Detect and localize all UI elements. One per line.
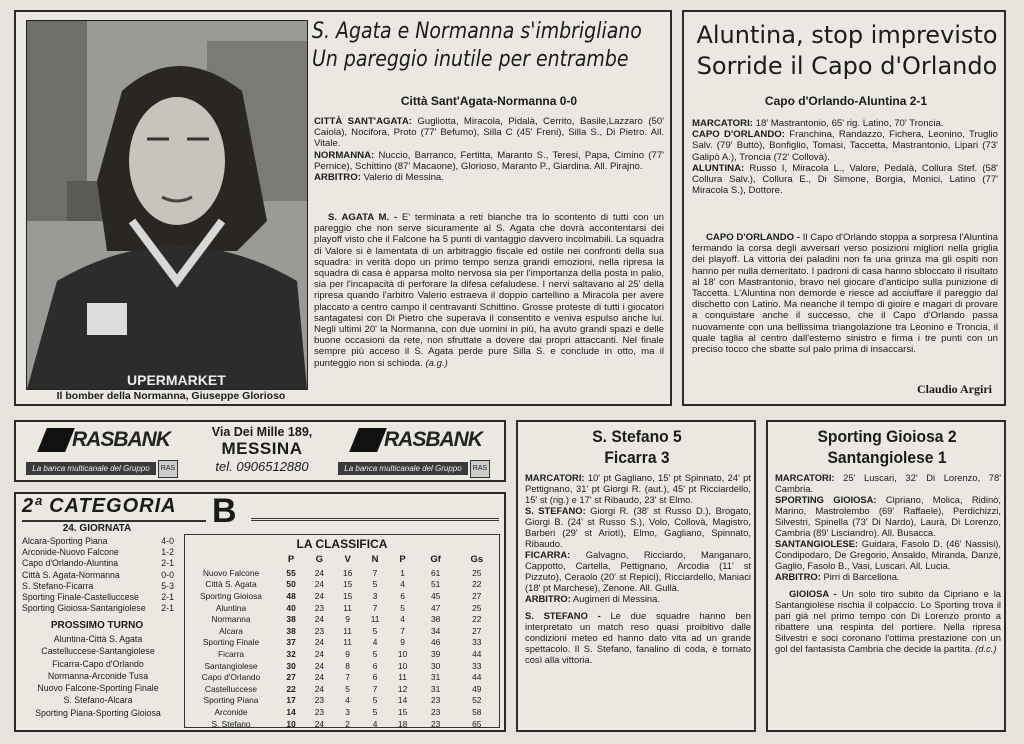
standings-cell-gf: 23 [430, 706, 441, 717]
standings-header: P [399, 553, 406, 565]
standings-cell-g: 24 [314, 648, 325, 659]
photo-caption: Il bomber della Normanna, Giuseppe Glorioso [56, 390, 286, 402]
result-match: Sporting Finale-Castelluccese [22, 592, 139, 603]
rasbank-logo-left [22, 426, 176, 476]
ad-address: Via Dei Mille 189, [211, 425, 313, 439]
standings-cell-n: 4 [372, 718, 378, 729]
signature: Claudio Argiri [916, 382, 992, 396]
standings-cell-g: 24 [314, 567, 325, 578]
headline [312, 18, 642, 74]
standings-row [185, 648, 499, 660]
result-row [22, 558, 174, 569]
ras-badge-icon: RAS [158, 460, 178, 478]
standings-cell-gs: 33 [472, 660, 482, 671]
headline-line-2: Ficarra 3 [604, 448, 670, 467]
standings-cell-v: 9 [345, 614, 350, 625]
standings-cell-l: 10 [397, 648, 408, 659]
team-lineup: Franchina, Randazzo, Fichera, Leonino, Truglio Salv. (79' Buttò), Bonfiglio, Tomasi, Taccetta, Mastrantonio, Lipari (73' Galipò A.), Troncia (72' Collovà). [692, 129, 998, 163]
result-score: 4-0 [161, 536, 174, 546]
result-score: 2-1 [161, 592, 174, 603]
standings-row [185, 718, 499, 730]
standings-header: P [287, 553, 295, 565]
body-text: Le due squadre hanno ben interpretato un match reso quasi proibitivo dalle condizioni meteo ed hanno dato vita ad un grande spettacolo. Il S. Stefano, fanalino di coda, è tornato così alla vittoria. [525, 610, 751, 665]
team-label: S. STEFANO: [525, 505, 586, 516]
referee-label: ARBITRO: [525, 593, 571, 604]
standings-table [185, 551, 499, 729]
standings-title: LA CLASSIFICA [296, 537, 388, 551]
standings-cell-n: 7 [372, 602, 378, 613]
scorers: 10' pt Gagliano, 15' pt Spinnato, 24' pt Pettignano, 31' pt Giorgi R. (aut.), 45' pt Ricciardello, 15' st (rig.) e 17' st Ribaudo, 23' st Elmo. [525, 472, 751, 505]
standings-cell-v: 7 [345, 672, 350, 683]
standings-cell-v: 2 [345, 718, 350, 729]
standings-cell-p: 22 [286, 683, 296, 694]
divider [22, 520, 206, 522]
standings-cell-gf: 30 [430, 660, 441, 671]
standings-cell-n: 5 [372, 695, 378, 706]
standings-cell-n: 4 [372, 637, 378, 648]
team-lineup: Galvagno, Ricciardo, Manganaro, Cappotto, Cartella, Pettignano, Arcodia (11' st Pizzuto), Ceraolo (20' st Repici), Ricciardello, Maniaci (18' pt Marchese), Zenone. All. Gullà. [525, 549, 751, 593]
lineups [692, 118, 998, 196]
standings-cell-p: 14 [286, 706, 296, 717]
standings-cell-v: 3 [345, 706, 350, 717]
standings-cell-n: 6 [372, 660, 378, 671]
next-match: Aluntina-Città S. Agata [53, 634, 143, 644]
standings-row [185, 602, 499, 614]
result-row [22, 592, 174, 603]
standings-cell-gf: 38 [430, 614, 441, 625]
standings-cell-l: 11 [398, 672, 407, 683]
team-lineup: Guidara, Fasolo D. (46' Nassisi), Condipodaro, De Gregorio, Ansaldo, Miranda, Danzè, Gaglio, Fasolo B., Vasi, Luscari. All. Lucia. [775, 538, 1002, 571]
standings-cell-p: 10 [286, 718, 296, 729]
standings-header: Gs [470, 553, 484, 565]
standings-cell-g: 24 [314, 614, 325, 625]
team-label: FICARRA: [525, 549, 571, 560]
result-row [22, 547, 174, 558]
standings-cell-gf: 46 [430, 637, 441, 648]
body-text: E' terminata a reti bianche tra lo scontento di tutti con un pareggio che non serve sicuramente al S. Agata che dovrà accontentarsi dei playoff visto che il Falcone ha 5 punti di vantaggio davvero incolmabili. La squadra di Valore si è lamentata di un arbitraggio fiscale ed ostile nei confronti della sua squadra: in verità dopo un primo tempo senza grandi emozioni, nella ripresa la squadra di casa è apparsa molto nervosa sia per l'importanza della posta in palio, sia per l'incapacità di perforare la difesa cefaludese. I nervi saltavano al 25' della ripresa quando l'arbitro Valerio estraeva il doppio cartellino a Miracola per avere placcato a centro campo il centravanti Schittino. Grosse proteste di tutti i giocatori santagatesi con Di Pietro che superava il consentito e veniva espulso anche lui. Negli ultimi 20' la Normanna, con due uomini in più, ha avuto grandi spazi e delle buone occasioni da rete, non sfruttate a dovere dai propri attaccanti. Nel finale sempre più acceso il S. Agata perde pure Silla S. e conclude in otto, ma il punteggio non si schioda. [314, 212, 664, 369]
referee-label: ARBITRO: [314, 172, 361, 184]
standings-cell-l: 15 [397, 706, 408, 717]
rasbank-logo-right [334, 426, 488, 476]
divider [251, 518, 499, 521]
ad-phone: tel. 0906512880 [215, 459, 309, 474]
article-santo-stefano-ficarra [516, 420, 756, 732]
standings-cell-v: 9 [345, 648, 350, 659]
standings-cell-g: 24 [314, 718, 325, 729]
standings-cell-gf: 45 [430, 590, 441, 601]
headline [533, 426, 741, 468]
rasbank-logo-icon: RASBANK [354, 428, 482, 452]
next-match: Normanna-Arconide Tusa [47, 670, 149, 681]
standings-cell-team: Arconide [214, 706, 248, 717]
standings-cell-p: 50 [286, 579, 296, 590]
standings-cell-g: 23 [314, 695, 325, 706]
article-body [314, 212, 664, 369]
result-match: Alcara-Sporting Piana [22, 536, 108, 546]
standings-cell-v: 11 [343, 602, 352, 613]
next-round-list [22, 633, 174, 719]
lineups [314, 116, 664, 183]
standings-cell-gs: 25 [472, 567, 482, 578]
standings-cell-gf: 23 [430, 695, 441, 706]
team-lineup: Cipriano, Molica, Ridinò, Marino, Mastrolembo (69' Raffaele), Perdichizzi, Silvestri, Spinella (73' Di Nardo), Laurà, Di Lorenzo, Cambria (89' Lisciandro). All. Busacca. [775, 494, 1001, 538]
team-lineup: Nuccio, Barranco, Fertitta, Maranto S., Teresi, Papa, Cimino (77' Pernice), Schittino (87' Macaone), Glorioso, Maranto P., Giardina. All. Pirajno. [314, 149, 664, 172]
standings-header: G [315, 553, 324, 565]
standings-cell-g: 24 [314, 579, 325, 590]
standings-cell-n: 5 [372, 648, 378, 659]
standings-cell-g: 24 [314, 672, 325, 683]
standings-cell-gs: 49 [472, 683, 482, 694]
result-match: Città S. Agata-Normanna [22, 569, 120, 580]
next-match: Ficarra-Capo d'Orlando [52, 658, 144, 669]
group-letter: B [212, 492, 237, 530]
referee: Pirri di Barcellona. [823, 571, 900, 582]
standings-cell-p: 30 [286, 660, 296, 671]
standings-cell-gs: 44 [472, 672, 482, 683]
standings-cell-l: 7 [400, 625, 405, 636]
article-body [692, 232, 998, 355]
result-row [22, 536, 174, 547]
team-lineup: Giorgi R. (38' st Russo D.), Brogato, Giorgi B. (24' st Russo S.), Volo, Collovà, Magistro, Barberi (29' st Ariotì), Elmo, Gagliano, Spinnato, Ribaudo. [525, 505, 752, 549]
standings-cell-gf: 31 [430, 683, 441, 694]
standings-cell-p: 32 [286, 648, 296, 659]
standings-row [185, 660, 499, 672]
standings-cell-gs: 65 [472, 718, 482, 729]
scorers: 25' Luscari, 32' Di Lorenzo, 78' Cambria. [775, 472, 1001, 494]
team-label: SANTANGIOLESE: [775, 538, 859, 549]
scorers-label: MARCATORI: [525, 472, 585, 483]
standings-row [185, 695, 499, 707]
standings-row [185, 637, 499, 649]
results-list [22, 536, 174, 614]
result-match: Capo d'Orlando-Aluntina [22, 558, 119, 569]
standings-cell-g: 24 [314, 590, 325, 601]
headline-line-2: Sorride il Capo d'Orlando [696, 52, 998, 80]
standings-cell-n: 6 [372, 672, 378, 683]
standings-cell-p: 17 [286, 695, 296, 706]
headline-line-1: S. Stefano 5 [592, 427, 682, 446]
standings-cell-team: Santangiolese [204, 660, 258, 671]
standings-cell-l: 4 [400, 614, 405, 625]
standings-cell-team: Ficarra [217, 648, 245, 659]
standings-cell-p: 37 [286, 637, 296, 648]
standings-row [185, 567, 499, 579]
category-standings [14, 492, 506, 732]
standings-cell-l: 5 [400, 602, 405, 613]
result-score: 5-3 [161, 580, 174, 591]
standings-cell-gs: 25 [472, 602, 482, 613]
referee-label: ARBITRO: [775, 571, 821, 582]
standings-row [185, 579, 499, 591]
standings-cell-gs: 52 [472, 695, 482, 706]
standings-cell-team: Città S. Agata [205, 579, 257, 590]
ad-address-block [192, 425, 332, 474]
standings-cell-v: 16 [342, 567, 353, 578]
team-label: SPORTING GIOIOSA: [775, 494, 877, 505]
next-match: Nuovo Falcone-Sporting Finale [37, 683, 159, 694]
standings-cell-l: 4 [400, 579, 405, 590]
standings-cell-team: Castelluccese [204, 683, 258, 694]
standings-cell-gs: 58 [472, 706, 482, 717]
standings-cell-gf: 34 [430, 625, 441, 636]
standings-header: Gf [430, 553, 441, 565]
body-lead: GIOIOSA - [789, 588, 837, 599]
standings-cell-gs: 33 [472, 637, 482, 648]
standings-cell-team: Normanna [211, 614, 251, 625]
article-text [775, 472, 1001, 654]
standings-cell-l: 9 [400, 637, 405, 648]
headline-line-1: Sporting Gioiosa 2 [817, 427, 957, 446]
standings-cell-team: Alcara [219, 625, 243, 636]
standings-cell-gf: 61 [430, 567, 441, 578]
result-score: 2-1 [161, 603, 174, 614]
standings-cell-p: 38 [286, 625, 296, 636]
body-lead: S. STEFANO - [525, 610, 601, 621]
article-text [525, 472, 751, 665]
body-lead: S. AGATA M. - [328, 212, 398, 223]
standings-cell-gf: 51 [430, 579, 441, 590]
scorers: 18' Mastrantonio, 65' rig. Latino, 70' Troncia. [755, 118, 944, 129]
standings-cell-team: Nuovo Falcone [202, 567, 260, 578]
team-lineup: Gugliotta, Miracola, Pidalà, Cerrito, Basile,Lazzaro (50' Caiola), Nocifora, Proto (77' Befumo), Silla C (45' Freni), Silla S., Di Pietro. All. Vitale. [314, 116, 665, 150]
standings-cell-l: 14 [397, 695, 408, 706]
tagline: La banca multicanale del Gruppo [26, 462, 156, 475]
standings-cell-gs: 44 [472, 648, 482, 659]
standings-cell-team: Sporting Gioiosa [200, 590, 262, 601]
standings-cell-p: 40 [286, 602, 296, 613]
standings-cell-p: 38 [286, 614, 296, 625]
standings-cell-team: S. Stefano [211, 718, 251, 729]
standings-cell-g: 23 [314, 602, 325, 613]
standings-cell-n: 7 [372, 683, 378, 694]
standings-cell-n: 5 [372, 625, 378, 636]
body-lead: CAPO D'ORLANDO - [706, 232, 801, 243]
next-match: Sporting Piana-Sporting Gioiosa [35, 707, 161, 718]
body-text: Un solo tiro subito da Cipriano e la Santangiolese rischia il colpaccio. Lo Sporting trova il pari già nel primo tempo con Di Lorenzo pronto a ribattere una respinta del portiere. Nella ripresa Silvestri e soci coronano l'ottima prestazione con un gol del fantasista Cambria che decide la partita. [775, 588, 1002, 654]
standings-cell-n: 5 [372, 579, 378, 590]
rasbank-ad [14, 420, 506, 482]
author: (d.c.) [975, 643, 997, 654]
result-match: Arconide-Nuovo Falcone [22, 547, 119, 558]
scorers-label: MARCATORI: [692, 118, 753, 129]
standings-row [185, 625, 499, 637]
standings-row [185, 706, 499, 718]
article-capo-orlando-aluntina [682, 10, 1006, 406]
standings-cell-p: 48 [286, 590, 296, 601]
standings-cell-l: 1 [400, 567, 405, 578]
standings-cell-v: 5 [345, 683, 350, 694]
headline-line-1: Aluntina, stop imprevisto [696, 21, 998, 49]
team-label: CAPO D'ORLANDO: [692, 129, 785, 141]
match-score: Capo d'Orlando-Aluntina 2-1 [764, 94, 928, 108]
ras-badge-icon: RAS [470, 460, 490, 478]
headline [783, 426, 991, 468]
standings-row [185, 590, 499, 602]
match-score: Città Sant'Agata-Normanna 0-0 [400, 94, 578, 108]
result-row [22, 570, 174, 581]
standings-cell-v: 11 [343, 625, 352, 636]
article-gioiosa-santangiolese [766, 420, 1006, 732]
standings-cell-gf: 31 [430, 672, 441, 683]
standings-cell-v: 8 [345, 660, 350, 671]
referee: Valerio di Messina. [363, 172, 444, 184]
standings-cell-gs: 27 [472, 625, 482, 636]
result-row [22, 603, 174, 614]
headline-line-2: Un pareggio inutile per entrambe [312, 47, 629, 72]
result-match: Sporting Gioiosa-Santangiolese [22, 603, 146, 614]
standings-cell-v: 4 [345, 695, 350, 706]
standings-cell-p: 27 [286, 672, 296, 683]
category-title: 2ª CATEGORIA [22, 495, 177, 517]
author: (a.g.) [425, 357, 448, 369]
standings-cell-g: 24 [314, 660, 325, 671]
standings-cell-l: 18 [397, 718, 408, 729]
standings-cell-n: 3 [372, 590, 378, 601]
standings-cell-p: 55 [286, 567, 296, 578]
standings-cell-l: 10 [397, 660, 408, 671]
ad-city: MESSINA [221, 439, 303, 458]
standings-cell-team: Capo d'Orlando [201, 672, 261, 683]
standings-cell-n: 5 [372, 706, 378, 717]
headline-line-2: Santangiolese 1 [827, 448, 947, 467]
standings-cell-team: Aluntina [215, 602, 247, 613]
standings-cell-v: 11 [343, 637, 352, 648]
standings-cell-g: 24 [314, 683, 325, 694]
team-lineup: Russo I, Miracola L., Valore, Pedalà, Collura Stef. (58' Collura Salv.), Collura E., Di Simone, Borgia, Monici, Latino (77' Miracola S.), Dottore. [692, 162, 999, 197]
standings-cell-gf: 23 [430, 718, 441, 729]
scorers-label: MARCATORI: [775, 472, 835, 483]
standings-cell-gs: 22 [472, 579, 482, 590]
standings-cell-team: Sporting Finale [202, 637, 260, 648]
standings-cell-g: 24 [314, 637, 325, 648]
player-photo [26, 20, 308, 390]
body-text: Il Capo d'Orlando stoppa a sorpresa l'Aluntina fermando la corsa degli avversari verso posizioni migliori nella griglia dei playoff. La vittoria dei paladini non fa una grinza ma gli ospiti non hanno per nulla demeritato. I padroni di casa hanno sbloccato il risultato al 18' con Mastrantonio, bravo nel giocare d'anticipo sulla punizione di Taccetta. L'Aluntina non demorde e riesce ad acciuffare il pareggio dal dischetto con Latino. Ma neanche il tempo di gioire e magari di provare a conquistare anche il successo, che il Capo d'Orlando passa nuovamente con una bellissima triangolazione tra Leonino e Troncia, il quale taglia al centro dall'esterno sinistro e firma i tre punti con un preciso tocco che sbatte sul palo prima di insaccarsi. [692, 232, 999, 356]
headline [692, 20, 1002, 82]
standings-table-box [184, 534, 500, 728]
next-match: S. Stefano-Alcara [63, 695, 133, 706]
svg-text:UPERMARKET: UPERMARKET [127, 372, 226, 388]
standings-cell-v: 15 [342, 579, 353, 590]
standings-header: V [344, 553, 351, 565]
standings-cell-gf: 39 [430, 648, 441, 659]
result-score: 2-1 [161, 558, 174, 569]
standings-cell-gf: 47 [430, 602, 441, 613]
standings-cell-gs: 22 [472, 614, 482, 625]
rasbank-logo-icon: RASBANK [42, 428, 170, 452]
standings-cell-team: Sporting Piana [203, 695, 259, 706]
standings-row [185, 683, 499, 695]
team-label: ALUNTINA: [692, 162, 745, 174]
standings-cell-n: 11 [370, 614, 380, 625]
result-row [22, 581, 174, 592]
giornata-title: 24. GIORNATA [62, 523, 132, 534]
tagline: La banca multicanale del Gruppo [338, 462, 468, 475]
standings-cell-l: 6 [400, 590, 405, 601]
next-match: Castelluccese-Santangiolese [41, 646, 155, 657]
result-match: S. Stefano-Ficarra [22, 580, 94, 591]
standings-cell-g: 23 [314, 625, 325, 636]
next-round-title: PROSSIMO TURNO [50, 620, 144, 631]
standings-header: N [371, 553, 379, 565]
article-santagata-normanna [14, 10, 672, 406]
standings-cell-l: 12 [397, 683, 408, 694]
standings-cell-g: 23 [314, 706, 325, 717]
team-label: NORMANNA: [314, 149, 375, 161]
standings-cell-v: 15 [342, 590, 353, 601]
result-score: 1-2 [161, 547, 174, 558]
standings-cell-n: 7 [372, 567, 378, 578]
team-label: CITTÀ SANT'AGATA: [314, 116, 412, 127]
referee: Augimeri di Messina. [572, 593, 660, 604]
headline-line-1: S. Agata e Normanna s'imbrigliano [312, 19, 642, 44]
standings-row [185, 671, 499, 683]
result-score: 0-0 [161, 569, 174, 580]
standings-cell-gs: 27 [472, 590, 482, 601]
standings-row [185, 613, 499, 625]
